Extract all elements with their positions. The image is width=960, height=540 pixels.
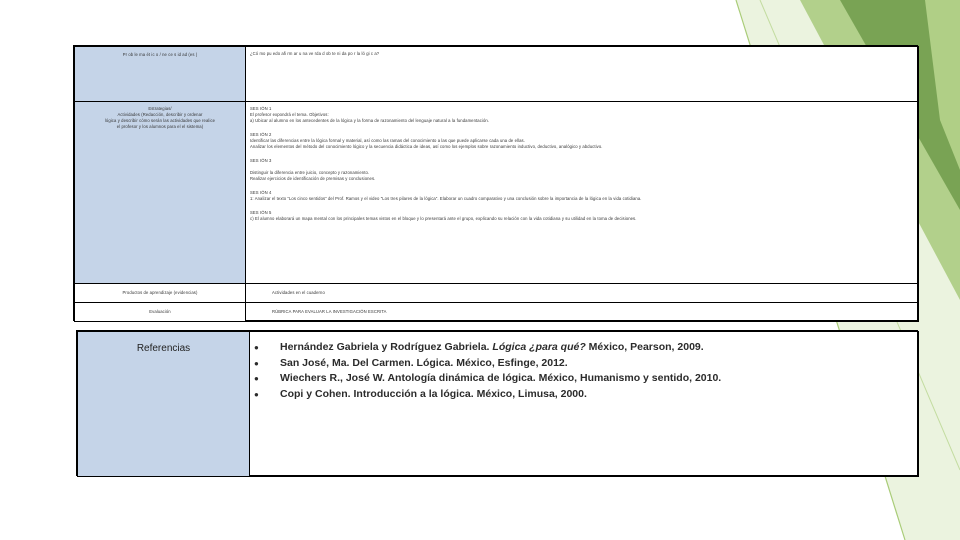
session-block <box>250 106 914 124</box>
problem-label-cell <box>74 46 246 102</box>
products-label-cell <box>74 283 246 303</box>
strategies-label-line: Actividades (Redacción, describir y ordenar <box>117 112 203 117</box>
evaluation-label: Evaluación <box>149 309 171 314</box>
strategies-label-line: Estrategias/ <box>148 106 172 111</box>
bullet-icon: ● <box>254 389 259 399</box>
session-line: Identificar las diferencias entre la lógica formal y material, así como las ramas del conocimiento a las que puede aplicarse cada una de ellas. <box>250 138 525 143</box>
bullet-icon: ● <box>254 358 259 368</box>
references-label: Referencias <box>136 343 191 354</box>
reference-item <box>250 372 910 386</box>
reference-item <box>250 388 910 402</box>
reference-text: Wiechers R., José W. Antología dinámica de lógica. México, Humanismo y sentido, 2010. <box>280 372 722 384</box>
evaluation-content-cell <box>245 302 919 322</box>
session-title: SES IÓN 3 <box>250 158 272 163</box>
session-title: SES IÓN 5 <box>250 210 272 215</box>
session-block <box>250 158 914 182</box>
session-line: a) Ubicar al alumno en los antecedentes de la lógica y la forma de razonamiento del lenguaje natural a la fundamentación. <box>250 118 490 123</box>
session-block <box>250 132 914 150</box>
reference-text: San José, Ma. Del Carmen. Lógica. México, Esfinge, 2012. <box>280 356 568 369</box>
session-line: Distinguir la diferencia entre juicio, concepto y razonamiento. <box>250 170 370 175</box>
strategies-content-cell <box>245 101 919 284</box>
evaluation-label-cell <box>74 302 246 322</box>
problem-content-cell <box>245 46 919 102</box>
session-title: SES IÓN 1 <box>250 106 272 111</box>
deco-shape-accent <box>925 0 960 170</box>
references-table <box>76 330 918 476</box>
references-label-cell <box>77 331 250 477</box>
session-line: El profesor expondrá el tema. Objetivos: <box>250 112 329 117</box>
products-content: Actividades en el cuaderno <box>272 290 325 295</box>
lesson-plan-table <box>73 45 918 321</box>
session-line: Analizar los elementos del método del conocimiento lógico y la secuencia didáctica de ideas, así como los ejemplos sobre razonamiento inductivo, deductivo, analógico y abductivo. <box>250 144 603 149</box>
problem-label: Pr ob le ma ét ic o / ne ce s id ad (es ) <box>122 52 198 57</box>
strategies-label-line: lógica y describir cómo serán las actividades que realice <box>104 118 216 123</box>
products-content-cell <box>245 283 919 303</box>
session-title: SES IÓN 2 <box>250 132 272 137</box>
session-title: SES IÓN 4 <box>250 190 272 195</box>
reference-text: Hernández Gabriela y Rodríguez Gabriela. <box>280 341 493 353</box>
reference-title-italic: Lógica ¿para qué? <box>492 341 586 353</box>
products-label: Productos de aprendizaje (evidencias) <box>122 290 198 295</box>
references-list <box>250 341 910 401</box>
reference-text-after: México, Pearson, 2009. <box>585 341 704 353</box>
references-content-cell <box>249 331 919 477</box>
session-line: c) El alumno elaborará un mapa mental con los principales temas vistos en el bloque y lo presentará ante el grupo, explicando su relación con la vida cotidiana y su utilidad en la toma de decisiones. <box>250 216 637 221</box>
bullet-icon: ● <box>254 343 259 352</box>
reference-text: Copi y Cohen. Introducción a la lógica. México, Limusa, 2000. <box>280 387 587 400</box>
problem-content: ¿Có mo pu edo afi rm ar u na ve rda d ob te ni da po r la ló gi c a? <box>250 51 380 56</box>
strategies-label-line: el profesor y los alumnos para el el sistema) <box>116 124 204 129</box>
session-block <box>250 210 914 222</box>
bullet-icon: ● <box>254 374 259 383</box>
session-line: 1: Analizar el texto “Los cinco sentidos” del Prof. Ramos y el video “Los tres pilares de la lógica”. Elaborar un cuadro comparativo y una conclusión sobre la importancia de la lógica en la vida cotidiana. <box>250 196 642 201</box>
reference-item <box>250 357 910 371</box>
strategies-label-cell <box>74 101 246 284</box>
session-line: Realizar ejercicios de identificación de premisas y conclusiones. <box>250 176 376 181</box>
evaluation-content: RÚBRICA PARA EVALUAR LA INVESTIGACIÓN ESCRITA <box>272 309 387 314</box>
reference-item <box>250 341 910 355</box>
session-block <box>250 190 914 202</box>
